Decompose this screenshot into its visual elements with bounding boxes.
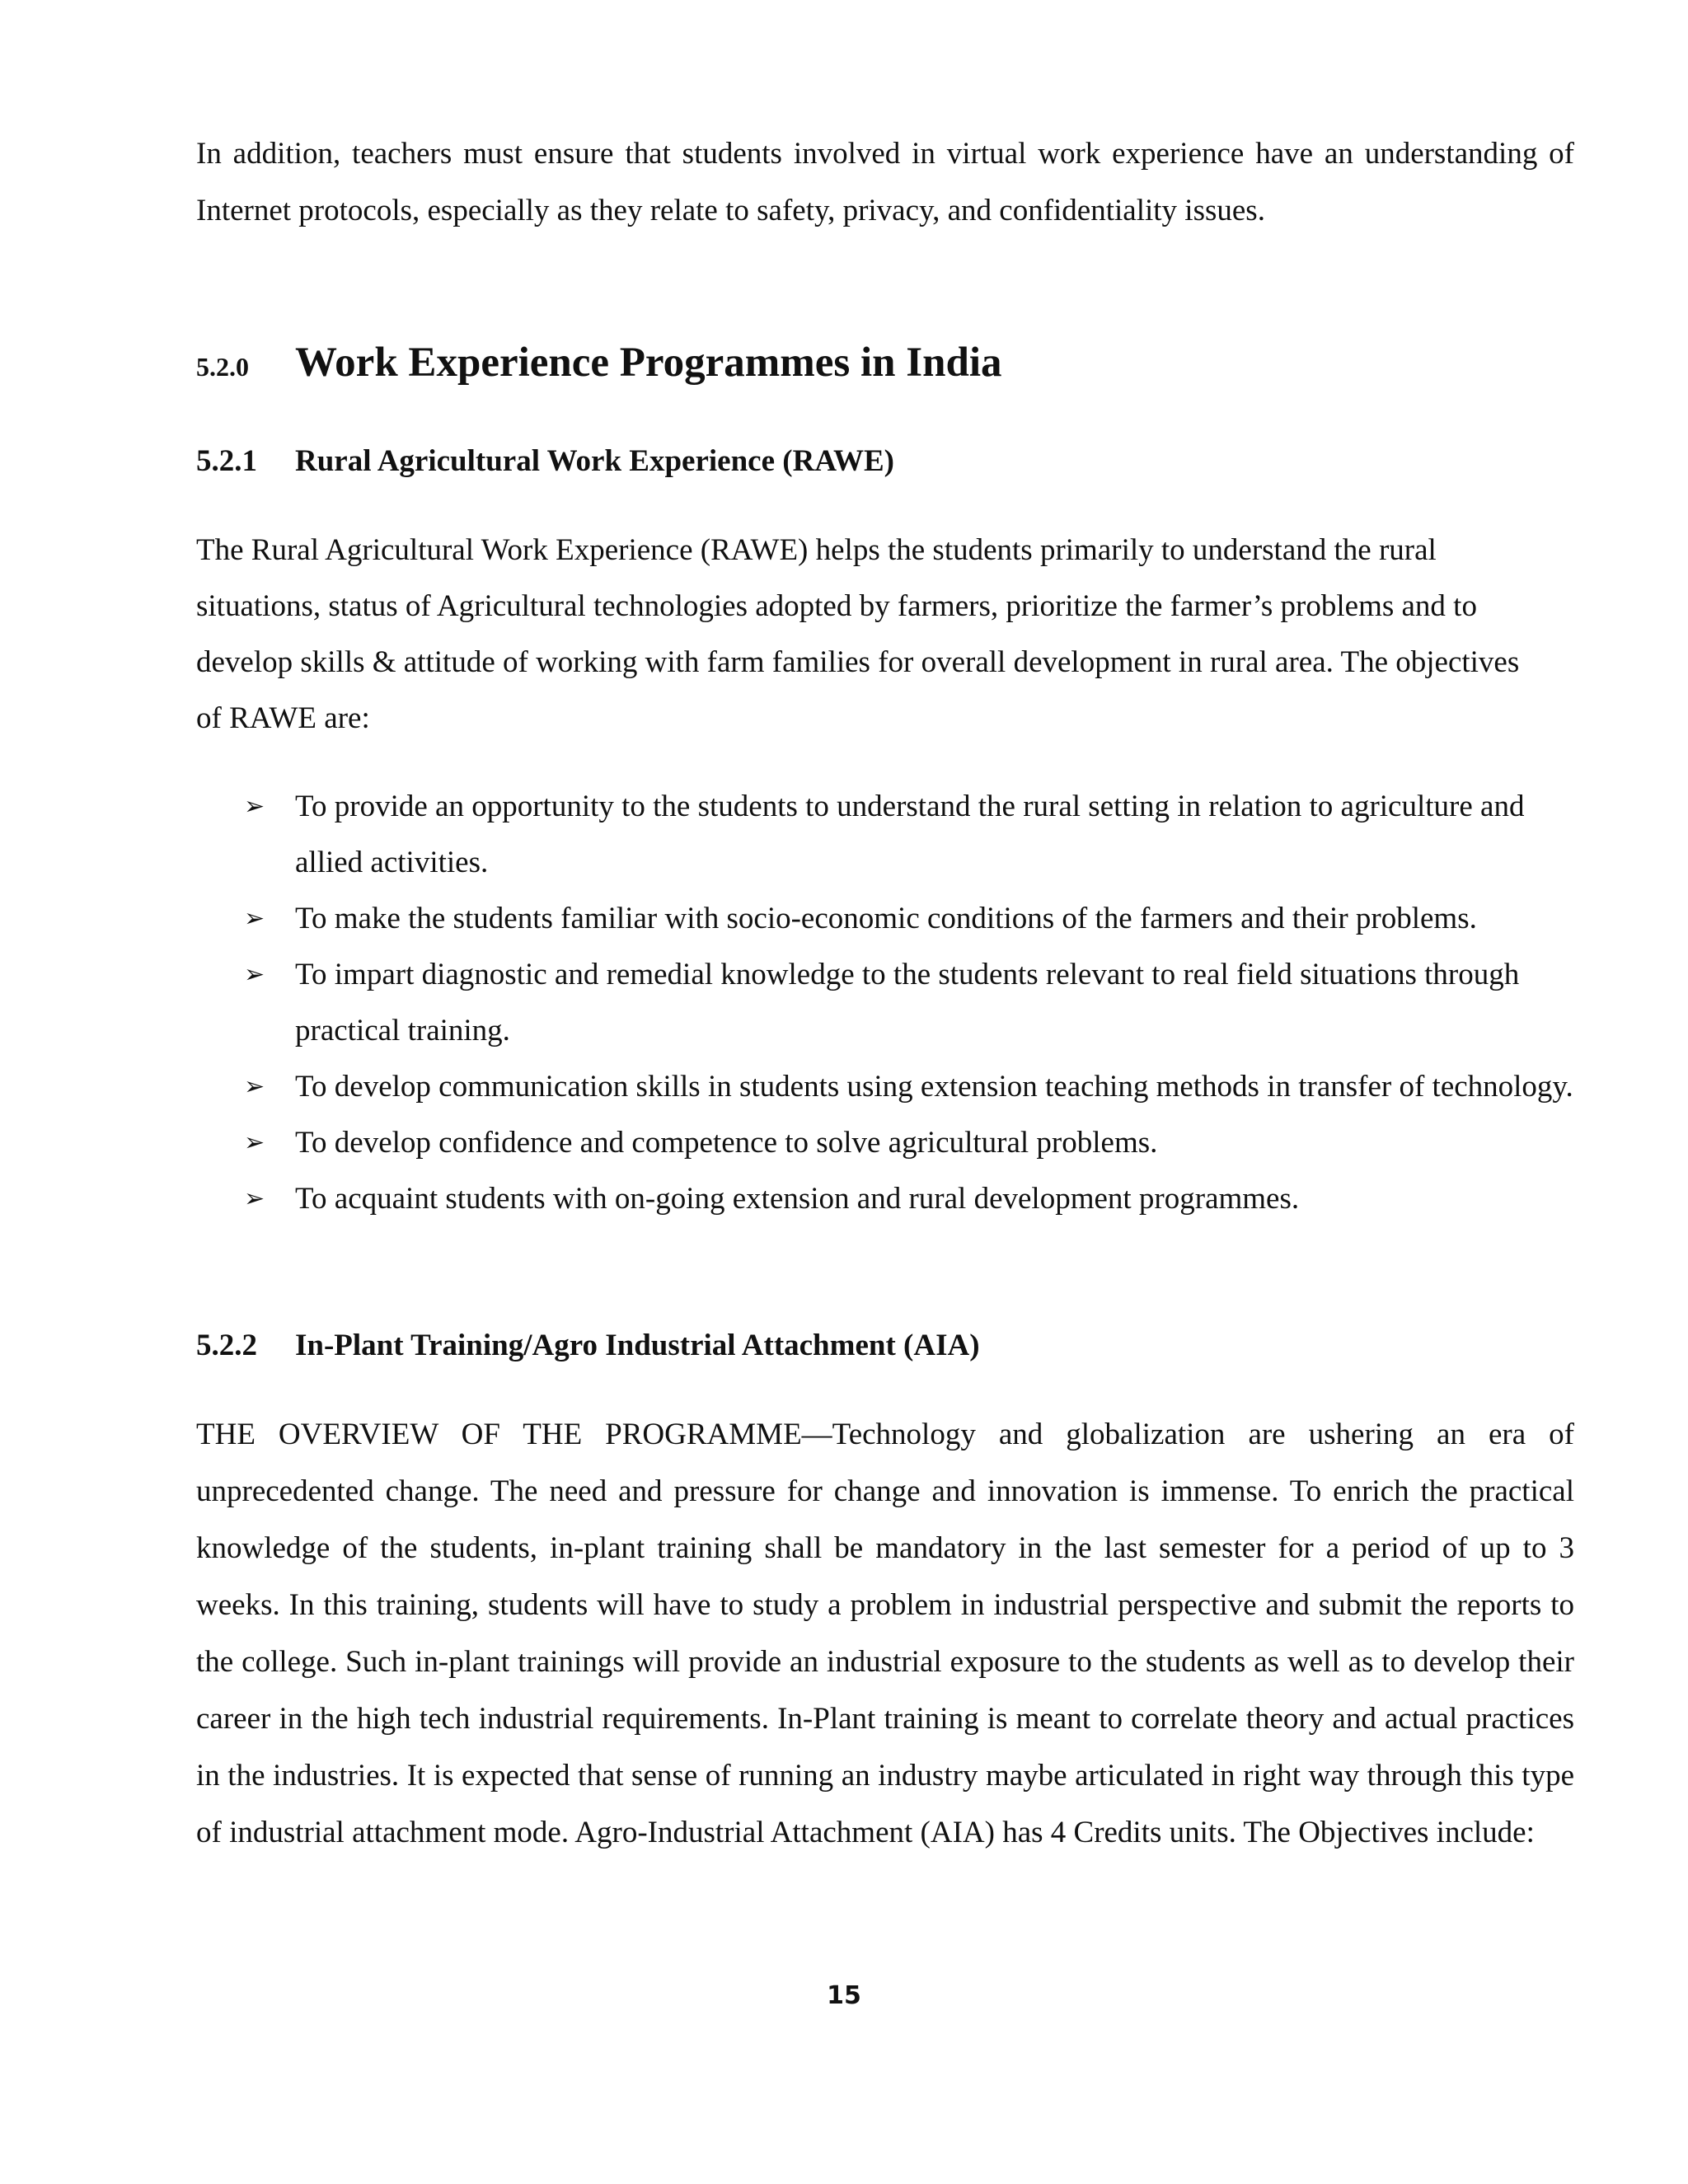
arrow-bullet-icon: ➢ — [244, 792, 265, 821]
arrow-bullet-icon: ➢ — [244, 1128, 265, 1157]
arrow-bullet-icon: ➢ — [244, 960, 265, 989]
rawe-paragraph: The Rural Agricultural Work Experience (RAWE) helps the students primarily to understand the rural situations, status of Agricultural technologies adopted by farmers, prioritize the farmer’s problems and to develop skills & attitude of working with farm families for overall development in rural area. The objectives of RAWE are: — [196, 533, 1520, 735]
section-title: Rural Agricultural Work Experience (RAWE) — [295, 444, 894, 478]
aia-overview-paragraph: THE OVERVIEW OF THE PROGRAMME—Technology and globalization are ushering an era of unprecedented change. The need and pressure for change and innovation is immense. To enrich the practical knowledge of the students, in-plant training shall be mandatory in the last semester for a period of up to 3 weeks. In this training, students will have to study a problem in industrial perspective and submit the reports to the college. Such in-plant trainings will provide an industrial exposure to the students as well as to develop their career in the high tech industrial requirements. In-Plant training is meant to correlate theory and actual practices in the industries. It is expected that sense of running an industry maybe articulated in right way through this type of industrial attachment mode. Agro-Industrial Attachment (AIA) has 4 Credits units. The Objectives include: — [196, 1418, 1574, 1849]
list-item — [244, 779, 1579, 891]
section-title: In-Plant Training/Agro Industrial Attachment (AIA) — [295, 1329, 980, 1362]
list-item — [244, 1115, 1579, 1171]
list-item — [244, 1171, 1579, 1227]
list-item-text: To develop confidence and competence to solve agricultural problems. — [295, 1126, 1158, 1160]
arrow-bullet-icon: ➢ — [244, 904, 265, 933]
section-number: 5.2.2 — [196, 1329, 257, 1362]
list-item — [244, 947, 1579, 1059]
list-item-text: To provide an opportunity to the students to understand the rural setting in relation to agriculture and allied activities. — [295, 790, 1525, 879]
section-number: 5.2.0 — [196, 352, 249, 382]
list-item — [244, 1059, 1579, 1115]
list-item-text: To impart diagnostic and remedial knowledge to the students relevant to real field situations through practical training. — [295, 958, 1520, 1047]
list-item-text: To make the students familiar with socio-economic conditions of the farmers and their problems. — [295, 902, 1477, 935]
section-heading-5-2-1 — [196, 441, 1574, 482]
page-number: 15 — [827, 1981, 861, 2010]
section-title: Work Experience Programmes in India — [295, 340, 1002, 386]
list-item — [244, 891, 1579, 947]
arrow-bullet-icon: ➢ — [244, 1184, 265, 1213]
section-heading-5-2-0 — [196, 338, 1574, 391]
section-heading-5-2-2 — [196, 1325, 1574, 1366]
arrow-bullet-icon: ➢ — [244, 1072, 265, 1101]
rawe-objectives-list — [244, 779, 1579, 1227]
list-item-text: To develop communication skills in students using extension teaching methods in transfer of technology. — [295, 1070, 1573, 1104]
intro-paragraph: In addition, teachers must ensure that students involved in virtual work experience have an understanding of Internet protocols, especially as they relate to safety, privacy, and confidentiality issues. — [196, 137, 1574, 227]
list-item-text: To acquaint students with on-going extension and rural development programmes. — [295, 1182, 1300, 1216]
section-number: 5.2.1 — [196, 444, 257, 478]
